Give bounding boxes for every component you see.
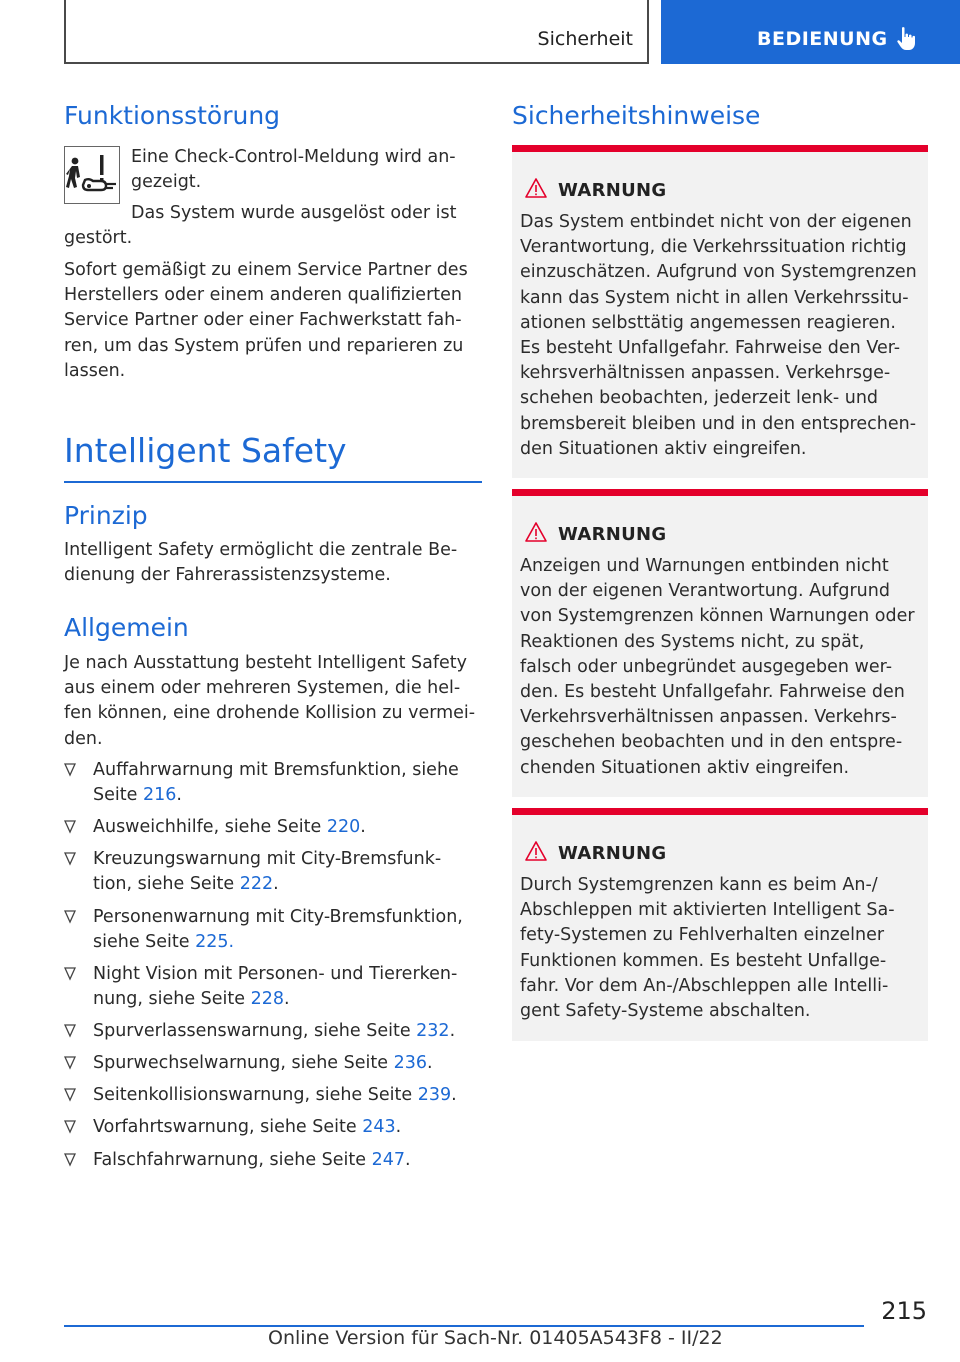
text-line: aus einem oder mehreren Systemen, die hel- (64, 678, 461, 699)
warning-title: WARNUNG (558, 524, 667, 545)
pointing-hand-icon (895, 26, 919, 56)
text-line: Herstellers oder einem anderen qualifizierten (64, 285, 462, 306)
list-item-text: . (404, 1150, 411, 1170)
footer-online-version: Online Version für Sach-Nr. 01405A543F8 - II/22 (268, 1327, 723, 1349)
list-item-text: Night Vision mit Personen- und Tiererken- (93, 964, 458, 984)
list-item-text: Ausweichhilfe, siehe Seite (93, 817, 327, 837)
list-item-text: . (360, 817, 366, 837)
text-line: chenden Situationen aktiv eingreifen. (520, 757, 850, 778)
list-item-text: Kreuzungswarnung mit City-Bremsfunk- (93, 849, 442, 869)
header-chapter-title: BEDIENUNG (757, 28, 888, 50)
text-line: Das System entbindet nicht von der eigenen (520, 212, 912, 232)
warning-box (512, 808, 928, 1041)
text-line: dienung der Fahrerassistenzsysteme. (64, 565, 391, 586)
main-heading: Intelligent Safety (64, 431, 347, 470)
text-line: kehrsverhältnissen anpassen. Verkehrsge- (520, 363, 891, 384)
list-item-text: . (451, 1085, 457, 1105)
text-line: einzuschätzen. Aufgrund von Systemgrenzen (520, 262, 917, 283)
list-item-text: . (395, 1117, 402, 1137)
list-item-text: Vorfahrtswarnung, siehe Seite (93, 1117, 363, 1137)
triangle-bullet-icon (64, 1120, 76, 1134)
page-link[interactable]: 232 (416, 1021, 450, 1041)
page-link[interactable]: 239 (417, 1085, 452, 1105)
text-line: von der eigenen Verantwortung. Aufgrund (520, 581, 890, 602)
header-section-box (64, 0, 649, 64)
list-item-text: siehe Seite (93, 932, 196, 953)
triangle-bullet-icon (64, 1024, 76, 1038)
funktion-paragraph-3 (64, 258, 484, 384)
prinzip-heading: Prinzip (64, 501, 148, 530)
page-link[interactable]: 222 (239, 874, 274, 895)
triangle-bullet-icon (64, 763, 76, 777)
warning-box (512, 145, 928, 478)
allgemein-paragraph (64, 651, 484, 752)
list-item-text: Auffahrwarnung mit Bremsfunktion, siehe (93, 760, 459, 780)
triangle-bullet-icon (64, 910, 76, 924)
text-line: von Systemgrenzen können Warnungen oder (520, 606, 915, 627)
text-line: Eine Check-Control-Meldung wird an- (131, 147, 456, 167)
text-line: Sofort gemäßigt zu einem Service Partner des (64, 260, 468, 280)
text-line: ationen selbsttätig angemessen reagieren. (520, 312, 896, 333)
list-item-text: . (449, 1021, 456, 1041)
list-item-text: Personenwarnung mit City-Bremsfunktion, (93, 907, 463, 927)
warning-box (512, 489, 928, 797)
triangle-bullet-icon (64, 1153, 76, 1167)
list-item-text: . (426, 1053, 433, 1073)
triangle-bullet-icon (64, 820, 76, 834)
text-line: Abschleppen mit aktivierten Intelligent Sa- (520, 900, 895, 921)
text-line: falsch oder unbegründet ausgegeben wer- (520, 656, 893, 677)
page-link[interactable]: 220 (326, 817, 361, 837)
warning-triangle-icon (524, 840, 548, 862)
triangle-bullet-icon (64, 967, 76, 981)
heading-divider (64, 481, 482, 483)
text-line: Verkehrsverhältnissen anpassen. Verkehrs- (520, 707, 897, 728)
header-chapter-tab[interactable] (661, 0, 960, 64)
text-line: Service Partner oder einer Fachwerkstatt fah- (64, 310, 462, 331)
text-line: Es besteht Unfallgefahr. Fahrweise den Ver- (520, 338, 901, 359)
funktion-paragraph-1 (131, 145, 471, 195)
text-line: Je nach Ausstattung besteht Intelligent Safety (64, 653, 468, 673)
text-line: schehen beobachten, jederzeit lenk- und (520, 388, 879, 409)
triangle-bullet-icon (64, 852, 76, 866)
text-line: fety-Systemen zu Fehlverhalten einzelner (520, 925, 885, 946)
list-item-text: Seitenkollisionswarnung, siehe Seite (93, 1085, 418, 1105)
text-line: Anzeigen und Warnungen entbinden nicht (520, 556, 889, 576)
page-link[interactable]: 247 (371, 1150, 405, 1170)
text-line: bremsbereit bleiben und in den entsprechen- (520, 413, 917, 434)
list-item-text: Spurverlassenswarnung, siehe Seite (93, 1021, 417, 1041)
list-item-text: . (284, 989, 290, 1010)
prinzip-paragraph (64, 538, 484, 588)
text-line: fen können, eine drohende Kollision zu vermei- (64, 703, 476, 724)
warning-title: WARNUNG (558, 180, 667, 201)
text-line: Intelligent Safety ermöglicht die zentrale Be- (64, 540, 458, 560)
pedestrian-warning-icon (64, 146, 120, 204)
warning-triangle-icon (524, 521, 548, 543)
text-line: Reaktionen des Systems nicht, zu spät, (520, 631, 865, 652)
text-line: Durch Systemgrenzen kann es beim An-/ (520, 875, 878, 895)
funktion-paragraph-2a: Das System wurde ausgelöst oder ist (131, 203, 457, 223)
warning-title: WARNUNG (558, 843, 667, 864)
list-item-text: . (176, 785, 182, 806)
list-item-text: tion, siehe Seite (93, 874, 240, 895)
text-line: kann das System nicht in allen Verkehrssitu- (520, 287, 909, 308)
text-line: gent Safety-Systeme abschalten. (520, 1001, 811, 1022)
text-line: geschehen beobachten und in den entspre- (520, 732, 903, 753)
text-line: ren, um das System prüfen und reparieren zu (64, 335, 464, 356)
text-line: Funktionen kommen. Es besteht Unfallge- (520, 950, 887, 971)
text-line: Verantwortung, die Verkehrssituation richtig (520, 237, 907, 258)
funktion-paragraph-2b: gestört. (64, 228, 133, 248)
list-item-text: Seite (93, 785, 143, 806)
list-item-text: . (273, 874, 279, 895)
header-section-title: Sicherheit (537, 28, 633, 50)
text-line: gezeigt. (131, 172, 202, 193)
list-item-text: nung, siehe Seite (93, 989, 251, 1010)
page-number: 215 (881, 1297, 927, 1325)
warning-text (520, 873, 925, 1024)
text-line: fahr. Vor dem An-/Abschleppen alle Intelli- (520, 975, 889, 996)
funktionsstoerung-heading: Funktionsstörung (64, 101, 281, 130)
page-link[interactable]: 225 (195, 932, 229, 953)
page-link[interactable]: 228 (250, 989, 285, 1010)
triangle-bullet-icon (64, 1056, 76, 1070)
sicherheitshinweise-heading: Sicherheitshinweise (512, 101, 761, 130)
page-link[interactable]: 243 (362, 1117, 396, 1137)
text-line: den. (64, 728, 103, 749)
warning-text (520, 554, 925, 781)
allgemein-heading: Allgemein (64, 613, 189, 642)
triangle-bullet-icon (64, 1088, 76, 1102)
text-line: den. Es besteht Unfallgefahr. Fahrweise den (520, 682, 905, 703)
warning-triangle-icon (524, 177, 548, 199)
page-link[interactable]: 216 (142, 785, 177, 806)
page-link[interactable]: 236 (393, 1053, 427, 1073)
warning-text (520, 210, 925, 462)
list-item-text: . (228, 932, 235, 953)
list-item-text: Spurwechselwarnung, siehe Seite (93, 1053, 394, 1073)
list-item-text: Falschfahrwarnung, siehe Seite (93, 1150, 372, 1170)
text-line: den Situationen aktiv eingreifen. (520, 438, 807, 459)
text-line: lassen. (64, 360, 126, 381)
